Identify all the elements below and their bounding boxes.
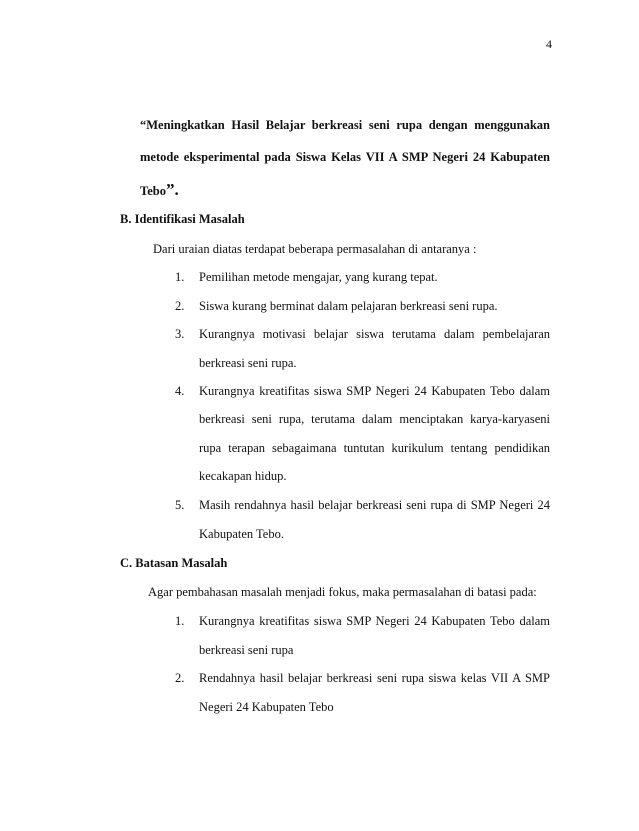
list-item-continuation: kecakapan hidup. [199, 469, 287, 483]
list-item-continuation: Negeri 24 Kabupaten Tebo [199, 700, 334, 714]
list-item-continuation: berkreasi seni rupa. [199, 356, 297, 370]
title-quote-line-1: “Meningkatkan Hasil Belajar berkreasi seni rupa dengan menggunakan [140, 118, 550, 132]
section-b-heading: B. Identifikasi Masalah [120, 212, 245, 226]
section-b-intro: Dari uraian diatas terdapat beberapa permasalahan di antaranya : [153, 242, 477, 256]
list-item: 1. Kurangnya kreatifitas siswa SMP Negeri 24 Kabupaten Tebo dalam [175, 614, 550, 628]
list-item: 2. Siswa kurang berminat dalam pelajaran berkreasi seni rupa. [175, 299, 498, 313]
list-item: 1. Pemilihan metode mengajar, yang kurang tepat. [175, 270, 438, 284]
list-item: 3. Kurangnya motivasi belajar siswa terutama dalam pembelajaran [175, 327, 550, 341]
list-item-continuation: berkreasi seni rupa [199, 643, 294, 657]
open-quote: “ [140, 118, 147, 132]
list-item-continuation: rupa terapan sebagaimana tuntutan kurikulum tentang pendidikan [199, 441, 550, 455]
list-item-continuation: berkreasi seni rupa, terutama dalam menciptakan karya-karyaseni [199, 412, 550, 426]
title-quote-line-2: metode eksperimental pada Siswa Kelas VII A SMP Negeri 24 Kabupaten [140, 150, 550, 164]
section-c-intro: Agar pembahasan masalah menjadi fokus, maka permasalahan di batasi pada: [148, 585, 537, 599]
section-c-heading: C. Batasan Masalah [120, 556, 228, 570]
list-item-continuation: Kabupaten Tebo. [199, 527, 284, 541]
list-item: 4. Kurangnya kreatifitas siswa SMP Negeri 24 Kabupaten Tebo dalam [175, 384, 550, 398]
list-item: 2. Rendahnya hasil belajar berkreasi seni rupa siswa kelas VII A SMP [175, 671, 550, 685]
close-quote: ”. [165, 180, 179, 199]
title-quote-line-3: Tebo”. [140, 180, 179, 199]
list-item: 5. Masih rendahnya hasil belajar berkreasi seni rupa di SMP Negeri 24 [175, 498, 550, 512]
page-number: 4 [546, 37, 552, 51]
